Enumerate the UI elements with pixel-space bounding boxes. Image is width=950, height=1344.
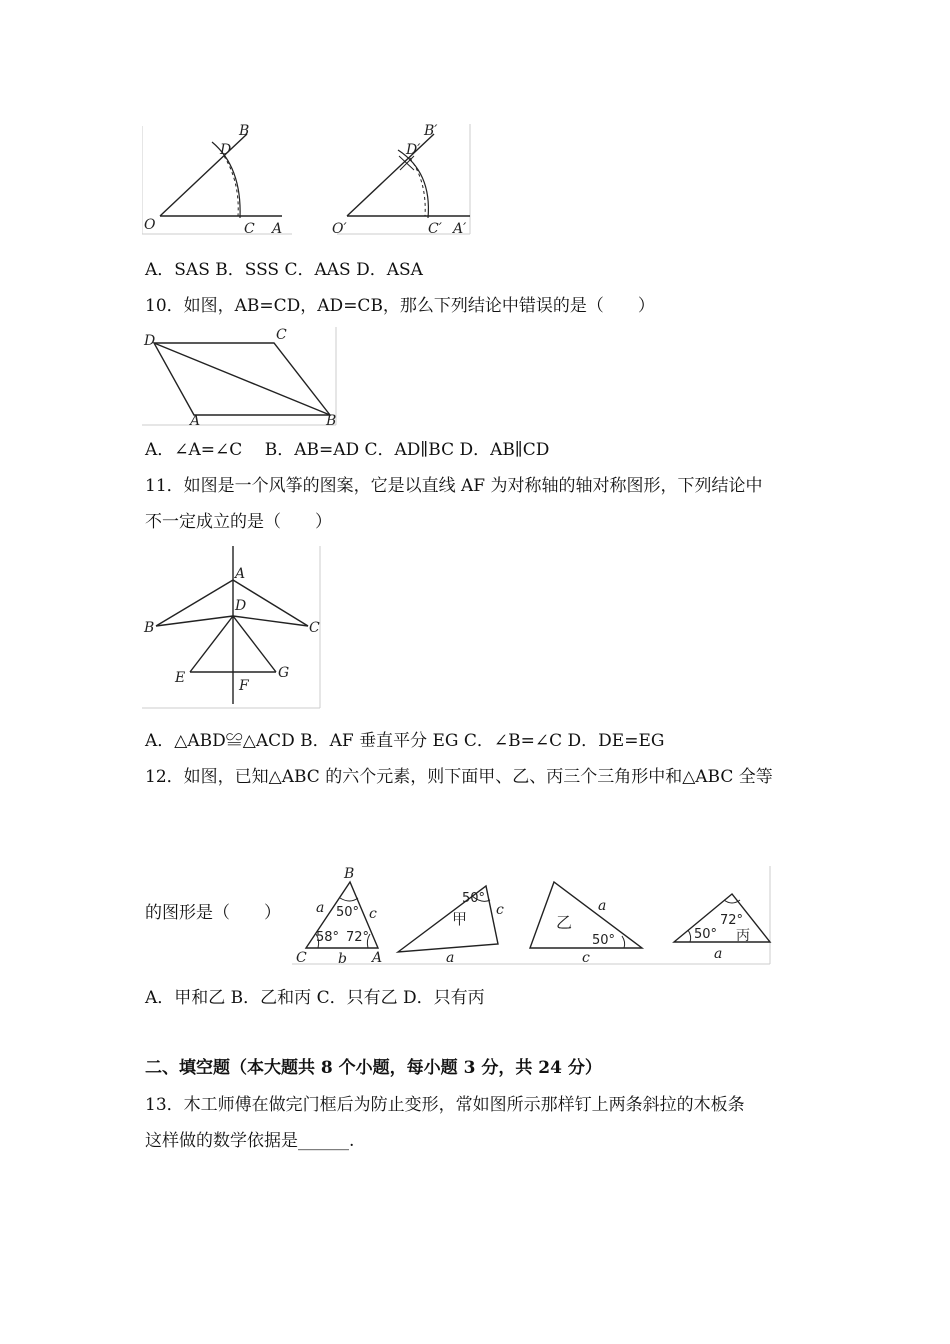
q11-label-F: F (239, 678, 249, 694)
q12-ref-angle-B: 50° (336, 905, 360, 920)
q12-bing-label-a: a (714, 946, 723, 962)
q11-figure (142, 544, 324, 710)
q11-label-C: C (309, 620, 320, 636)
q12-jia-label-c: c (496, 902, 504, 918)
q12-stem-line2: 的图形是（ ） (145, 903, 281, 923)
q10-stem: 10．如图，AB=CD，AD=CB，那么下列结论中错误的是（ ） (145, 296, 655, 316)
q9-options: A．SAS B．SSS C．AAS D．ASA (145, 260, 423, 280)
q12-ref-angle-C: 58° (316, 930, 340, 945)
q9-right-label-O: O′ (332, 221, 347, 237)
q9-left-label-O: O (144, 217, 156, 233)
q9-left-label-C: C (244, 221, 255, 237)
q9-right-label-B: B′ (424, 123, 438, 139)
q10-figure (142, 325, 342, 427)
q11-label-E: E (175, 670, 186, 686)
q12-jia-name: 甲 (452, 910, 468, 928)
q12-ref-label-C: C (296, 950, 307, 966)
q13-stem-line2: 这样做的数学依据是______. (145, 1131, 355, 1151)
q12-ref-label-a: a (316, 900, 325, 916)
q12-ref-label-c: c (369, 906, 377, 922)
q9-right-label-A: A′ (453, 221, 467, 237)
q12-yi-angle: 50° (592, 933, 616, 948)
q12-bing-name: 丙 (736, 928, 750, 944)
q12-yi-name: 乙 (556, 913, 573, 932)
q11-label-D: D (235, 598, 247, 614)
q9-left-label-D: D (220, 142, 232, 158)
q11-stem-line2: 不一定成立的是（ ） (145, 512, 332, 532)
q9-right-label-C: C′ (428, 221, 442, 237)
q12-figure (292, 864, 774, 968)
q9-left-label-B: B (239, 123, 250, 139)
q10-label-D: D (144, 333, 156, 349)
q12-bing-angle-left: 50° (694, 927, 718, 942)
q9-figure (142, 122, 474, 240)
q12-ref-label-b: b (338, 951, 347, 967)
q12-ref-label-A: A (372, 950, 383, 966)
q12-yi-label-c: c (582, 950, 590, 966)
q11-label-A: A (235, 566, 246, 582)
q10-label-A: A (190, 413, 201, 427)
q12-jia-label-a: a (446, 950, 455, 966)
q12-bing-angle-top: 72° (720, 913, 744, 928)
q9-right-label-D: D′ (406, 142, 421, 158)
q11-label-G: G (278, 665, 290, 681)
q13-stem-line1: 13．木工师傅在做完门框后为防止变形，常如图所示那样钉上两条斜拉的木板条 (145, 1095, 745, 1115)
q12-yi-label-a: a (598, 898, 607, 914)
q12-jia-angle: 50° (462, 891, 486, 906)
q10-label-C: C (276, 327, 287, 343)
q9-left-label-A: A (272, 221, 283, 237)
q12-ref-label-B: B (344, 866, 355, 882)
q12-stem-line1: 12．如图，已知△ABC 的六个元素，则下面甲、乙、丙三个三角形中和△ABC 全等 (145, 767, 773, 787)
section2-heading: 二、填空题（本大题共 8 个小题，每小题 3 分，共 24 分） (145, 1058, 602, 1078)
q11-label-B: B (144, 620, 155, 636)
q12-options: A．甲和乙 B．乙和丙 C．只有乙 D．只有丙 (145, 988, 485, 1008)
q10-label-B: B (326, 413, 337, 427)
q11-stem-line1: 11．如图是一个风筝的图案，它是以直线 AF 为对称轴的轴对称图形，下列结论中 (145, 476, 763, 496)
q12-ref-angle-A: 72° (346, 930, 370, 945)
q10-options: A．∠A=∠C B．AB=AD C．AD∥BC D．AB∥CD (145, 440, 550, 460)
q11-options: A．△ABD≌△ACD B．AF 垂直平分 EG C．∠B=∠C D．DE=EG (145, 731, 665, 751)
